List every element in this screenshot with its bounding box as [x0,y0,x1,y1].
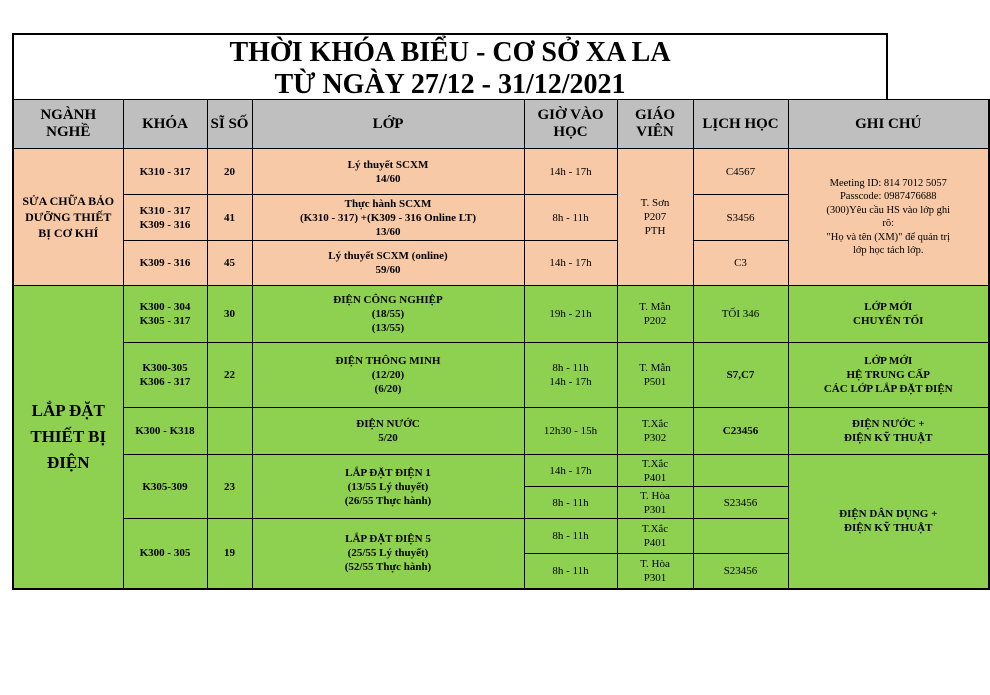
header-lich-hoc: LỊCH HỌC [693,100,788,149]
table-row [13,408,989,455]
gio-cell: 8h - 11h [524,487,617,519]
lich-hoc-cell: S3456 [693,195,788,241]
lop-cell: LẮP ĐẶT ĐIỆN 1 (13/55 Lý thuyết) (26/55 Thực hành) [252,455,524,519]
gio-cell: 12h30 - 15h [524,408,617,455]
giao-vien-cell: T. Sơn P207 PTH [617,149,693,286]
giao-vien-cell: T. Mẫn P202 [617,286,693,343]
gio-cell: 14h - 17h [524,241,617,286]
lich-hoc-cell: TỐI 346 [693,286,788,343]
giao-vien-cell: T.Xắc P401 [617,455,693,487]
lop-cell: ĐIỆN NƯỚC 5/20 [252,408,524,455]
si-so-cell [207,408,252,455]
timetable-sheet [12,33,953,590]
khoa-cell: K305-309 [123,455,207,519]
header-si-so: SĨ SỐ [207,100,252,149]
ghi-chu-cell: ĐIỆN DÂN DỤNG + ĐIỆN KỸ THUẬT [788,455,989,589]
khoa-cell: K309 - 316 [123,241,207,286]
gio-cell: 14h - 17h [524,455,617,487]
lich-hoc-cell: C3 [693,241,788,286]
gio-cell: 8h - 11h [524,195,617,241]
ghi-chu-cell: LỚP MỚI HỆ TRUNG CẤP CÁC LỚP LẮP ĐẶT ĐIỆN [788,343,989,408]
header-giao-vien: GIÁO VIÊN [617,100,693,149]
gio-cell: 8h - 11h [524,554,617,589]
lich-hoc-cell [693,519,788,554]
lich-hoc-cell: C4567 [693,149,788,195]
table-row [13,455,989,487]
lop-cell: ĐIỆN THÔNG MINH (12/20) (6/20) [252,343,524,408]
ghi-chu-cell: ĐIỆN NƯỚC + ĐIỆN KỸ THUẬT [788,408,989,455]
table-row [13,286,989,343]
table-row [13,343,989,408]
si-so-cell: 41 [207,195,252,241]
title-line-2: TỪ NGÀY 27/12 - 31/12/2021 [274,69,626,100]
header-khoa: KHÓA [123,100,207,149]
khoa-cell: K310 - 317 [123,149,207,195]
group-name-lap-dat: LẮP ĐẶT THIẾT BỊ ĐIỆN [13,286,123,589]
si-so-cell: 20 [207,149,252,195]
giao-vien-cell: T. Mẫn P501 [617,343,693,408]
header-lop: LỚP [252,100,524,149]
header-ghi-chu: GHI CHÚ [788,100,989,149]
si-so-cell: 22 [207,343,252,408]
si-so-cell: 23 [207,455,252,519]
gio-cell: 8h - 11h 14h - 17h [524,343,617,408]
lop-cell: LẮP ĐẶT ĐIỆN 5 (25/55 Lý thuyết) (52/55 Thực hành) [252,519,524,589]
lop-cell: Thực hành SCXM (K310 - 317) +(K309 - 316 Online LT) 13/60 [252,195,524,241]
giao-vien-cell: T. Hòa P301 [617,487,693,519]
header-nganh-nghe: NGÀNH NGHỀ [13,100,123,149]
lich-hoc-cell: S23456 [693,554,788,589]
giao-vien-cell: T. Hòa P301 [617,554,693,589]
gio-cell: 8h - 11h [524,519,617,554]
header-row [13,100,989,149]
lich-hoc-cell: S7,C7 [693,343,788,408]
lop-cell: Lý thuyết SCXM 14/60 [252,149,524,195]
giao-vien-cell: T.Xắc P302 [617,408,693,455]
title-line-1: THỜI KHÓA BIỂU - CƠ SỞ XA LA [229,37,671,68]
schedule-table [12,99,990,590]
group-name-sua-chua: SỬA CHỮA BẢO DƯỠNG THIẾT BỊ CƠ KHÍ [13,149,123,286]
khoa-cell: K300 - 304 K305 - 317 [123,286,207,343]
si-so-cell: 45 [207,241,252,286]
ghi-chu-meeting: Meeting ID: 814 7012 5057 Passcode: 0987476688 (300)Yêu cầu HS vào lớp ghi rõ: "Họ và tên (XM)" để quản trị lớp học tách lớp. [788,149,989,286]
giao-vien-cell: T.Xắc P401 [617,519,693,554]
header-gio-vao-hoc: GIỜ VÀO HỌC [524,100,617,149]
lop-cell: Lý thuyết SCXM (online) 59/60 [252,241,524,286]
lich-hoc-cell: C23456 [693,408,788,455]
khoa-cell: K300-305 K306 - 317 [123,343,207,408]
gio-cell: 14h - 17h [524,149,617,195]
page-title [12,33,888,99]
gio-cell: 19h - 21h [524,286,617,343]
khoa-cell: K300 - 305 [123,519,207,589]
lich-hoc-cell: S23456 [693,487,788,519]
table-row [13,149,989,195]
khoa-cell: K300 - K318 [123,408,207,455]
lich-hoc-cell [693,455,788,487]
khoa-cell: K310 - 317 K309 - 316 [123,195,207,241]
ghi-chu-cell: LỚP MỚI CHUYỂN TỐI [788,286,989,343]
si-so-cell: 30 [207,286,252,343]
si-so-cell: 19 [207,519,252,589]
lop-cell: ĐIỆN CÔNG NGHIỆP (18/55) (13/55) [252,286,524,343]
